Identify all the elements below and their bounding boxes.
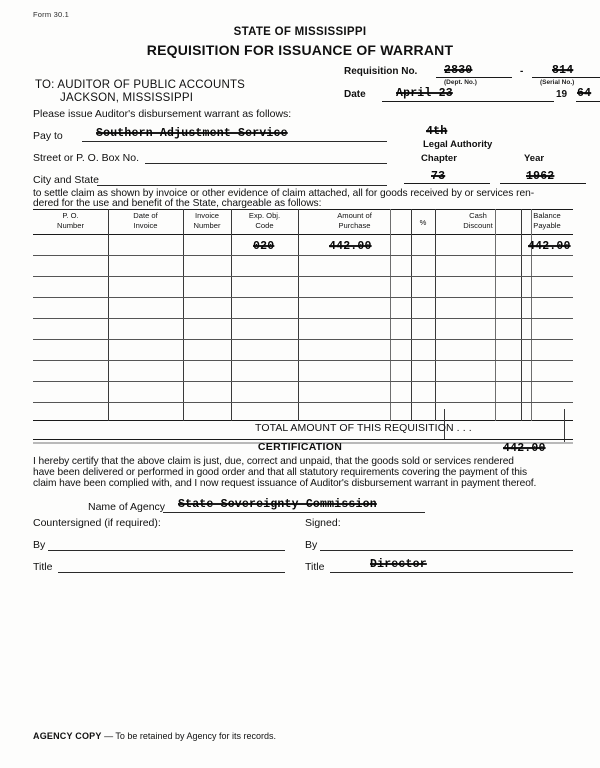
table-row-rule-1 (33, 255, 573, 256)
form-number: Form 30.1 (33, 10, 69, 19)
year-prefix: 19 (556, 89, 568, 100)
settle-claim-line-1: to settle claim as shown by invoice or other evidence of claim attached, all for goods received by or services ren- (33, 188, 535, 199)
pay-to-value[interactable]: Southern Adjustment Service (96, 127, 288, 140)
requisition-serial-caption: (Serial No.) (540, 79, 575, 86)
col-header-invoice-line1: Invoice (194, 211, 220, 220)
col-header-discount-line1: Cash (469, 211, 487, 220)
legal-authority-chapter-label: Chapter (421, 153, 457, 164)
col-header-percent-text: % (419, 218, 427, 227)
cell-balance-payable[interactable]: 442.00 (528, 240, 571, 253)
table-col-divider-5 (411, 209, 412, 421)
table-col-divider-discount-cents (495, 209, 496, 421)
title-rule-right[interactable] (330, 572, 573, 573)
date-label: Date (344, 89, 366, 100)
col-header-invoice-number (183, 211, 231, 230)
auditor-address-line-2: JACKSON, MISSISSIPPI (60, 92, 194, 104)
by-rule-left[interactable] (48, 550, 285, 551)
date-row (344, 88, 596, 108)
col-header-balance-line1: Balance (533, 211, 561, 220)
col-header-balance-payable (521, 211, 573, 230)
table-row-rule-2 (33, 276, 573, 277)
instruction-text: Please issue Auditor's disbursement warrant as follows: (33, 108, 292, 120)
title-label-right: Title (305, 561, 325, 573)
title-rule-left[interactable] (58, 572, 285, 573)
date-value[interactable]: April 23 (396, 87, 453, 100)
by-label-right: By (305, 539, 318, 551)
col-header-date-of-invoice (108, 211, 183, 230)
pay-to-label: Pay to (33, 130, 63, 142)
countersigned-label: Countersigned (if required): (33, 517, 161, 529)
col-header-cash-discount (435, 211, 521, 230)
col-header-po-number-line2: Number (56, 220, 84, 230)
table-col-divider-6 (435, 209, 436, 421)
col-header-discount-line2: Discount (463, 220, 493, 230)
col-header-exp-obj-code (231, 211, 298, 230)
total-rule (33, 439, 573, 440)
table-top-border (33, 209, 573, 210)
col-header-exp-line1: Exp. Obj. (248, 211, 281, 220)
footer-note (33, 731, 276, 741)
table-col-divider-2 (183, 209, 184, 421)
col-header-date-line2: Invoice (133, 220, 158, 230)
total-value[interactable]: 442.00 (503, 442, 546, 455)
agency-name-label: Name of Agency (88, 501, 166, 513)
table-col-divider-1 (108, 209, 109, 421)
by-rule-right[interactable] (320, 550, 573, 551)
cell-amount-of-purchase[interactable]: 442.00 (329, 240, 372, 253)
title-label-left: Title (33, 561, 53, 573)
legal-authority-year-label: Year (524, 153, 545, 164)
date-rule (382, 101, 554, 102)
col-header-amount-line2: Purchase (338, 220, 371, 230)
auditor-address-line-1: TO: AUDITOR OF PUBLIC ACCOUNTS (35, 79, 246, 91)
legal-authority-amendment-value[interactable]: 4th (426, 125, 448, 138)
page-title: REQUISITION FOR ISSUANCE OF WARRANT (146, 42, 454, 58)
col-header-balance-line2: Payable (533, 220, 561, 230)
requisition-number-row (344, 64, 594, 86)
table-row-rule-7 (33, 381, 573, 382)
requisition-dept-caption: (Dept. No.) (444, 79, 477, 86)
table-col-divider-7 (521, 209, 522, 421)
table-col-divider-4 (298, 209, 299, 421)
year-rule (576, 101, 600, 102)
requisition-number-label: Requisition No. (344, 66, 418, 77)
legal-authority-year-rule (500, 183, 586, 184)
table-row-rule-6 (33, 360, 573, 361)
settle-claim-line-2: dered for the use and benefit of the State, chargeable as follows: (33, 198, 322, 209)
agency-name-value[interactable]: State Sovereignty Commission (178, 498, 377, 511)
table-col-divider-3 (231, 209, 232, 421)
requisition-dash: - (520, 66, 524, 77)
legal-authority-chapter-value[interactable]: 73 (431, 170, 446, 183)
table-row-rule-3 (33, 297, 573, 298)
certification-line-2: have been delivered or performed in good order and that all statutory requirements covering the payment of this (33, 467, 527, 478)
total-divider-right (564, 409, 565, 443)
page-title-state: STATE OF MISSISSIPPI (233, 26, 367, 38)
requisition-dept-value[interactable]: 2830 (444, 64, 473, 77)
col-header-invoice-line2: Number (193, 220, 221, 230)
street-rule[interactable] (145, 163, 387, 164)
col-header-amount-of-purchase (298, 211, 411, 230)
certification-heading: CERTIFICATION (257, 441, 343, 453)
city-state-rule[interactable] (97, 185, 387, 186)
total-label: TOTAL AMOUNT OF THIS REQUISITION . . . (255, 422, 472, 434)
agency-name-rule (163, 512, 425, 513)
col-header-percent (411, 218, 435, 228)
certification-line-1: I hereby certify that the above claim is just, due, correct and unpaid, that the goods sold or services rendered (33, 456, 514, 467)
signed-label: Signed: (305, 517, 341, 529)
requisition-dept-rule (436, 77, 512, 78)
street-label: Street or P. O. Box No. (33, 152, 140, 164)
line-item-table (33, 209, 573, 421)
legal-authority-title: Legal Authority (423, 139, 493, 150)
col-header-amount-line1: Amount of (337, 211, 372, 220)
legal-authority-year-value[interactable]: 1962 (526, 170, 555, 183)
footer-copy-type: AGENCY COPY (33, 731, 102, 741)
table-row-rule-8 (33, 402, 573, 403)
col-header-po-number-line1: P. O. (62, 211, 79, 220)
year-value[interactable]: 64 (577, 87, 592, 100)
legal-authority-chapter-rule (404, 183, 490, 184)
col-header-po-number (33, 211, 108, 230)
table-header-rule (33, 234, 573, 235)
table-col-divider-amount-cents (390, 209, 391, 421)
certification-line-3: claim have been complied with, and I now request issuance of Auditor's disbursement warrant in payment thereof. (33, 478, 537, 489)
by-label-left: By (33, 539, 46, 551)
title-value-right[interactable]: Director (370, 558, 427, 571)
table-row-rule-5 (33, 339, 573, 340)
table-row-rule-4 (33, 318, 573, 319)
cell-exp-obj-code[interactable]: 020 (253, 240, 275, 253)
city-state-label: City and State (33, 174, 99, 186)
requisition-serial-rule (532, 77, 600, 78)
footer-copy-note: — To be retained by Agency for its records. (104, 731, 277, 741)
pay-to-rule (82, 141, 387, 142)
requisition-serial-value[interactable]: 814 (552, 64, 574, 77)
col-header-date-line1: Date of (133, 211, 158, 220)
col-header-exp-line2: Code (255, 220, 274, 230)
